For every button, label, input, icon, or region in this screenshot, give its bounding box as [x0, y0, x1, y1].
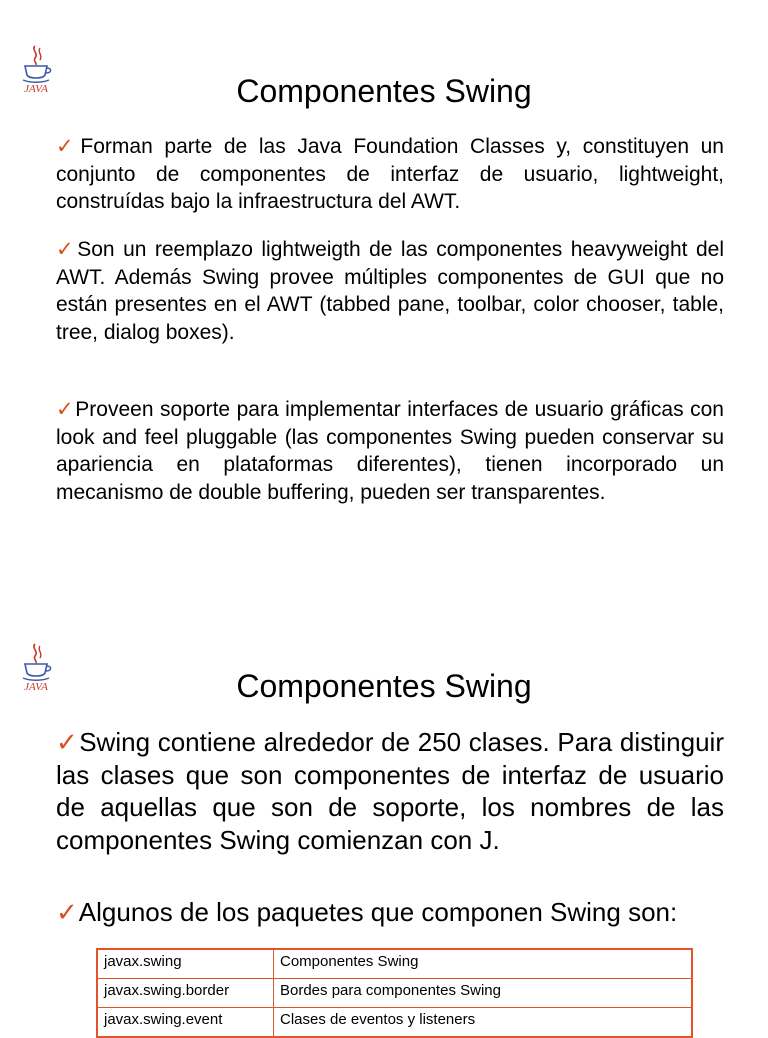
- table-row: [97, 979, 692, 1008]
- slide-title: Componentes Swing: [236, 73, 532, 109]
- paragraph: ✓Son un reemplazo lightweigth de las componentes heavyweight del AWT. Además Swing provee múltiples componentes de GUI que no están presentes en el AWT (tabbed pane, toolbar, color chooser, table, tree, dialog boxes).: [56, 238, 724, 344]
- check-icon: ✓: [56, 398, 75, 421]
- check-icon: ✓: [56, 897, 78, 927]
- check-icon: ✓: [56, 727, 79, 757]
- package-name-cell: javax.swing.border: [97, 979, 274, 1008]
- paragraph: ✓Forman parte de las Java Foundation Classes y, constituyen un conjunto de componentes de interfaz de usuario, lightweight, construídas bajo la infraestructura del AWT.: [56, 135, 724, 213]
- package-desc-cell: Bordes para componentes Swing: [274, 979, 693, 1008]
- svg-text:JAVA: JAVA: [24, 83, 48, 94]
- package-desc-cell: Componentes Swing: [274, 949, 693, 979]
- package-desc-cell: Clases de eventos y listeners: [274, 1008, 693, 1038]
- slide-title: Componentes Swing: [236, 668, 532, 704]
- paragraph: ✓Proveen soporte para implementar interfaces de usuario gráficas con look and feel pluggable (las componentes Swing pueden conservar su apariencia en plataformas diferentes), tienen incorporado un mecanismo de double buffering, pueden ser transparentes.: [56, 398, 724, 504]
- paragraph: ✓Swing contiene alrededor de 250 clases. Para distinguir las clases que son componentes de interfaz de usuario de aquellas que son de soporte, los nombres de las componentes Swing comienzan con J.: [56, 727, 724, 855]
- table-row: [97, 949, 692, 979]
- packages-table: [96, 948, 693, 1038]
- paragraph: ✓Algunos de los paquetes que componen Swing son:: [56, 897, 678, 927]
- package-name-cell: javax.swing.event: [97, 1008, 274, 1038]
- package-name-cell: javax.swing: [97, 949, 274, 979]
- check-icon: ✓: [56, 135, 80, 158]
- check-icon: ✓: [56, 238, 77, 261]
- svg-text:JAVA: JAVA: [24, 681, 48, 692]
- table-row: [97, 1008, 692, 1038]
